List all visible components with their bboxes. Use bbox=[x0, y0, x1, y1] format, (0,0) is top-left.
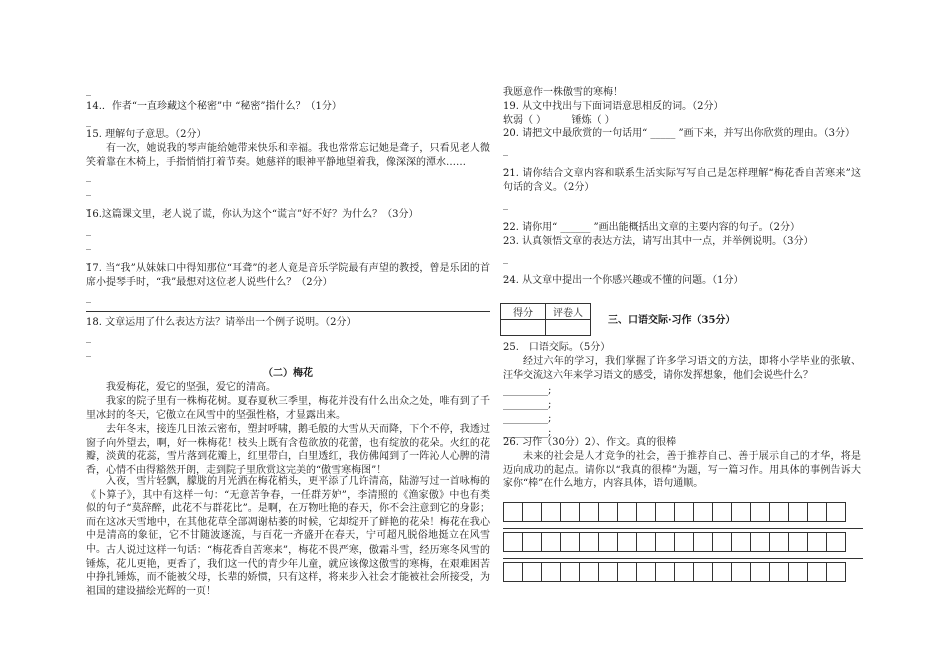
paragraph: 古人说过这样一句话：“梅花香自苦寒来”，梅花不畏严寒，傲霜斗雪，经历寒冬风雪的锤炼，花儿更艳，更香了，我们这一代的青少年儿童，就应该像这傲雪的寒梅，在艰难困苦中挣扎锤炼，而不能被父母，长辈的娇惯，只有这样，将来步入社会才能被社会所接受，为祖国的建设描绘光辉的一页！ bbox=[86, 545, 490, 597]
paragraph-end: 我愿意作一株傲雪的寒梅！ bbox=[503, 87, 623, 98]
grid-cell[interactable] bbox=[731, 562, 751, 582]
answer-line[interactable]: _ bbox=[86, 116, 91, 127]
paragraph: 去年冬末，接连几日浓云密布，塑封呼啸，鹅毛般的大雪从天而降，下个不停，我透过窗子向外望去，啊，好一株梅花！枝头上既有含苞欲放的花蕾，也有绽放的花朵。火红的花瓣，淡黄的花蕊，雪片落到花瓣上，红里带白，白里透红，我仿佛闻到了一阵沁人心脾的清香，心情不由得豁然开朗，走到院子里欣赏这完美的“傲雪寒梅图”！ bbox=[86, 424, 490, 476]
answer-line[interactable]: _ bbox=[503, 267, 508, 278]
question-18: 18. 文章运用了什么表达方法？请举出一个例子说明。（2分） bbox=[86, 317, 357, 328]
grid-cell[interactable] bbox=[655, 532, 675, 552]
grid-cell[interactable] bbox=[617, 532, 637, 552]
question-25-text: 经过六年的学习，我们掌握了许多学习语文的方法，即将小学毕业的张敏、汪华交流这六年来学习语文的感受，请你发挥想象，他们会说些什么？ bbox=[503, 356, 861, 381]
grid-cell[interactable] bbox=[712, 562, 732, 582]
grid-cell[interactable] bbox=[598, 562, 618, 582]
question-25: 25. 口语交际。（5分） bbox=[503, 342, 611, 353]
grid-separator bbox=[503, 528, 863, 529]
grader-label: 评卷人 bbox=[546, 304, 591, 320]
grid-cell[interactable] bbox=[522, 502, 542, 522]
question-23: 23. 认真领悟文章的表达方法，请写出其中一点，并举例说明。（3分） bbox=[503, 236, 814, 247]
question-15-quote: 有一次，她说我的琴声能给她带来快乐和幸福。我也常常忘记她是聋子，只看见老人微笑着靠在木椅上，手指悄悄打着节奏。她慈祥的眼神平静地望着我，像深深的潭水…… bbox=[86, 143, 490, 168]
grid-cell[interactable] bbox=[598, 532, 618, 552]
paragraph: 我家的院子里有一株梅花树。夏春夏秋三季里，梅花并没有什么出众之处，唯有到了千里冰封的冬天，它傲立在风雪中的坚强性格，才显露出来。 bbox=[86, 396, 490, 421]
question-20: 20. 请把文中最欣赏的一句话用“ _____ ”画下来，并写出你欣赏的理由。（3分） bbox=[503, 128, 856, 139]
grid-cell[interactable] bbox=[769, 502, 789, 522]
question-17: 17. 当“我”从妹妹口中得知那位“耳聋”的老人竟是音乐学院最有声望的教授，曾是乐团的首席小提琴手时，“我”最想对这位老人说些什么？（2分） bbox=[86, 263, 490, 288]
grid-cell[interactable] bbox=[693, 562, 713, 582]
grid-cell[interactable] bbox=[541, 532, 561, 552]
grid-cell[interactable] bbox=[617, 562, 637, 582]
grid-cell[interactable] bbox=[598, 502, 618, 522]
grid-cell[interactable] bbox=[560, 532, 580, 552]
grid-cell[interactable] bbox=[636, 562, 656, 582]
answer-line[interactable]: _ bbox=[86, 171, 91, 182]
question-22: 22. 请你用“ ______ ”画出能概括出文章的主要内容的句子。（2分） bbox=[503, 222, 801, 233]
grid-cell[interactable] bbox=[826, 502, 846, 522]
grid-cell[interactable] bbox=[503, 502, 523, 522]
score-table bbox=[500, 303, 591, 336]
grid-row[interactable] bbox=[503, 562, 863, 582]
answer-paren[interactable]: （ ） bbox=[523, 115, 547, 126]
grid-cell[interactable] bbox=[693, 532, 713, 552]
answer-line[interactable]: _ bbox=[86, 85, 91, 96]
question-21: 21. 请你结合文章内容和联系生活实际写写自己是怎样理解“梅花香自苦寒来”这句话的含义。（2分） bbox=[503, 168, 861, 193]
grid-cell[interactable] bbox=[522, 532, 542, 552]
grid-cell[interactable] bbox=[750, 562, 770, 582]
question-14: 14.．作者“一直珍藏这个秘密”中 “秘密”指什么？（1分） bbox=[86, 101, 342, 112]
answer-line[interactable]: _ bbox=[86, 185, 91, 196]
word: 锤炼 bbox=[571, 115, 592, 126]
grid-cell[interactable] bbox=[636, 502, 656, 522]
grid-cell[interactable] bbox=[712, 532, 732, 552]
question-15: 15. 理解句子意思。（2分） bbox=[86, 129, 207, 140]
grid-cell[interactable] bbox=[541, 502, 561, 522]
answer-line[interactable]: _ bbox=[86, 292, 91, 303]
answer-line[interactable]: _ bbox=[86, 346, 91, 357]
grid-cell[interactable] bbox=[693, 502, 713, 522]
answer-line[interactable]: _ bbox=[86, 239, 91, 250]
grid-cell[interactable] bbox=[807, 502, 827, 522]
score-cell[interactable] bbox=[501, 320, 546, 336]
grid-cell[interactable] bbox=[674, 502, 694, 522]
question-26-text: 未来的社会是人才竞争的社会，善于推荐自己、善于展示自己的才华，将是迈向成功的起点。请你以“我真的很棒”为题，写一篇习作。用具体的事例告诉大家你“棒”在什么地方，内容具体，语句通顺。 bbox=[503, 451, 861, 490]
grid-cell[interactable] bbox=[560, 562, 580, 582]
answer-line[interactable]: _ bbox=[86, 332, 91, 343]
grid-cell[interactable] bbox=[750, 502, 770, 522]
section-3-title: 三、口语交际·习作（35分） bbox=[608, 315, 736, 326]
grid-cell[interactable] bbox=[769, 532, 789, 552]
answer-line[interactable]: _ bbox=[86, 253, 91, 264]
grid-row[interactable] bbox=[503, 532, 863, 552]
grid-cell[interactable] bbox=[826, 532, 846, 552]
grid-cell[interactable] bbox=[503, 562, 523, 582]
answer-line[interactable]: __ bbox=[509, 293, 519, 304]
grid-cell[interactable] bbox=[807, 562, 827, 582]
answer-paren[interactable]: （ ） bbox=[591, 115, 615, 126]
answer-line[interactable]: _ bbox=[503, 145, 508, 156]
answer-line[interactable]: _ bbox=[86, 225, 91, 236]
grid-cell[interactable] bbox=[788, 502, 808, 522]
question-19: 19. 从文中找出与下面词语意思相反的词。（2分） bbox=[503, 101, 724, 112]
grid-separator bbox=[503, 558, 863, 559]
answer-line[interactable]: _ bbox=[503, 199, 508, 210]
grid-cell[interactable] bbox=[674, 532, 694, 552]
answer-line[interactable]: _________; bbox=[503, 385, 552, 396]
grid-row[interactable] bbox=[503, 502, 863, 522]
divider bbox=[86, 311, 490, 312]
grid-cell[interactable] bbox=[712, 502, 732, 522]
grid-cell[interactable] bbox=[655, 502, 675, 522]
answer-line[interactable]: _________; bbox=[503, 413, 552, 424]
grid-cell[interactable] bbox=[731, 532, 751, 552]
grid-cell[interactable] bbox=[788, 532, 808, 552]
answer-line[interactable]: _ bbox=[503, 213, 508, 224]
grid-cell[interactable] bbox=[750, 532, 770, 552]
grid-cell[interactable] bbox=[807, 532, 827, 552]
grid-cell[interactable] bbox=[503, 532, 523, 552]
question-26: 26. 习作（30分）2）、作文。真的很棒 bbox=[503, 437, 677, 448]
grid-cell[interactable] bbox=[579, 562, 599, 582]
score-label: 得分 bbox=[501, 304, 546, 320]
answer-line[interactable]: _________; bbox=[503, 399, 552, 410]
answer-line[interactable]: _ bbox=[503, 159, 508, 170]
grid-cell[interactable] bbox=[826, 562, 846, 582]
grid-cell[interactable] bbox=[636, 532, 656, 552]
answer-line[interactable]: _ bbox=[503, 253, 508, 264]
grid-cell[interactable] bbox=[560, 502, 580, 522]
grid-cell[interactable] bbox=[788, 562, 808, 582]
section-title: （二）梅花 bbox=[263, 368, 313, 379]
grid-cell[interactable] bbox=[522, 562, 542, 582]
word: 软弱 bbox=[503, 115, 523, 126]
question-16: 16.这篇课文里，老人说了谎，你认为这个“谎言”好不好？为什么？（3分） bbox=[86, 209, 419, 220]
grid-cell[interactable] bbox=[579, 502, 599, 522]
grid-cell[interactable] bbox=[541, 562, 561, 582]
grid-cell[interactable] bbox=[731, 502, 751, 522]
paragraph: 我爱梅花，爱它的坚强，爱它的清高。 bbox=[106, 382, 276, 393]
grid-cell[interactable] bbox=[769, 562, 789, 582]
paragraph: 入夜，雪片轻飘，朦胧的月光洒在梅花梢头，更平添了几许清高，陆游写过一首咏梅的《卜算子》，其中有这样一句：“无意苦争春，一任群芳妒”，李清照的《渔家傲》中也有类似的句子“莫辞醉，此花不与群花比”。是啊，在万物吐艳的春天，你不会注意到它的身影；而在这冰天雪地中，在其他花草全部凋谢枯萎的时候，它却绽开了鲜艳的花朵！梅花在我心中是清高的象征，它不甘随波逐流，与百花一齐盛开在春天，宁可超凡脱俗地挺立在风雪中。 bbox=[86, 476, 490, 555]
grader-cell[interactable] bbox=[546, 320, 591, 336]
answer-line[interactable]: _________; bbox=[503, 427, 552, 438]
question-19-items bbox=[503, 114, 615, 127]
grid-cell[interactable] bbox=[674, 562, 694, 582]
grid-cell[interactable] bbox=[617, 502, 637, 522]
answer-line[interactable]: _ bbox=[86, 199, 91, 210]
grid-cell[interactable] bbox=[579, 532, 599, 552]
grid-cell[interactable] bbox=[655, 562, 675, 582]
question-24: 24. 从文章中提出一个你感兴趣或不懂的问题。（1分） bbox=[503, 275, 744, 286]
